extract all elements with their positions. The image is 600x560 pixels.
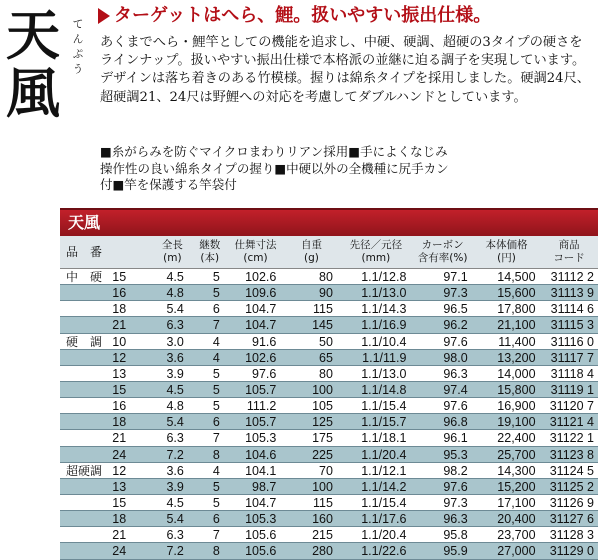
cell-group — [60, 350, 112, 365]
cell-length: 4.5 — [166, 382, 184, 397]
cell-size: 13 — [112, 366, 127, 381]
cell-length: 4.8 — [166, 399, 184, 414]
cell-closed-length: 105.6 — [245, 544, 277, 559]
cell-sections: 7 — [212, 431, 220, 446]
cell-sections: 8 — [212, 544, 220, 559]
cell-weight: 280 — [312, 544, 333, 559]
cell-weight: 215 — [312, 528, 333, 543]
cell-sections: 8 — [212, 447, 220, 462]
cell-tip-butt: 1.1/15.7 — [361, 415, 407, 430]
cell-closed-length: 104.7 — [245, 318, 277, 333]
cell-closed-length: 111.2 — [246, 399, 277, 414]
cell-price: 25,700 — [497, 447, 536, 462]
cell-carbon: 97.6 — [443, 334, 468, 349]
spec-table-header — [60, 236, 598, 269]
cell-weight: 70 — [319, 463, 333, 478]
cell-size: 10 — [112, 334, 127, 349]
cell-size: 15 — [112, 270, 127, 284]
cell-length: 3.0 — [166, 334, 184, 349]
cell-sections: 5 — [212, 479, 220, 494]
cell-group — [60, 366, 112, 381]
cell-group — [60, 495, 112, 510]
cell-group — [60, 317, 112, 332]
cell-code: 31127 6 — [549, 512, 594, 527]
cell-price: 22,400 — [497, 431, 536, 446]
cell-group — [60, 285, 112, 300]
table-row — [60, 301, 598, 317]
logo-kanji-ten: 天 — [6, 3, 60, 67]
cell-carbon: 96.5 — [443, 302, 468, 317]
cell-weight: 225 — [312, 447, 333, 462]
cell-tip-butt: 1.1/20.4 — [361, 447, 407, 462]
cell-carbon: 97.1 — [443, 270, 468, 284]
cell-length: 3.6 — [166, 463, 184, 478]
cell-tip-butt: 1.1/14.8 — [361, 382, 407, 397]
cell-weight: 145 — [312, 318, 333, 333]
cell-length: 3.6 — [166, 350, 184, 365]
cell-sections: 4 — [212, 334, 220, 349]
logo-kanji-fu: 風 — [6, 61, 60, 125]
table-row — [60, 317, 598, 333]
cell-tip-butt: 1.1/16.9 — [361, 318, 407, 333]
cell-length: 3.9 — [166, 479, 184, 494]
cell-code: 31125 2 — [549, 479, 594, 494]
cell-price: 13,200 — [497, 350, 536, 365]
cell-size: 21 — [112, 431, 127, 446]
cell-carbon: 98.0 — [443, 350, 468, 365]
header-carbon: カーボン 含有率(%) — [417, 239, 468, 264]
header-size — [117, 236, 152, 268]
cell-closed-length: 105.6 — [245, 528, 277, 543]
cell-length: 5.4 — [166, 512, 184, 527]
cell-tip-butt: 1.1/14.2 — [361, 479, 407, 494]
cell-size: 18 — [112, 415, 127, 430]
table-row — [60, 527, 598, 543]
cell-weight: 175 — [312, 431, 333, 446]
table-row — [60, 398, 598, 414]
cell-code: 31117 7 — [550, 350, 594, 365]
cell-price: 14,000 — [497, 366, 536, 381]
cell-size: 16 — [112, 286, 127, 301]
cell-code: 31112 2 — [550, 270, 594, 284]
cell-tip-butt: 1.1/15.4 — [361, 399, 407, 414]
cell-closed-length: 104.6 — [245, 447, 277, 462]
cell-sections: 6 — [212, 512, 220, 527]
cell-size: 21 — [112, 528, 127, 543]
cell-size: 13 — [112, 479, 127, 494]
table-row — [60, 285, 598, 301]
cell-sections: 7 — [212, 318, 220, 333]
cell-group — [60, 301, 112, 316]
cell-weight: 160 — [312, 512, 333, 527]
cell-closed-length: 105.7 — [245, 415, 277, 430]
cell-code: 31121 4 — [549, 415, 594, 430]
cell-code: 31119 1 — [550, 382, 594, 397]
cell-sections: 5 — [212, 366, 220, 381]
table-row — [60, 463, 598, 479]
product-description: あくまでへら・鯉竿としての機能を追求し、中硬、硬調、超硬の3タイプの硬さをラインナップ。扱いやすい振出仕様で本格派の並継に迫る調子を実現しています。デザインは落ち着きのある竹模様。握りは綿糸タイプを採用しました。硬調24尺、超硬調21、24尺は野鯉への対応を考慮してダブルハンドとしています。 — [100, 35, 590, 105]
cell-code: 31115 3 — [550, 318, 594, 333]
cell-carbon: 97.4 — [443, 382, 468, 397]
cell-closed-length: 105.3 — [245, 512, 277, 527]
logo-reading: てんぷう — [71, 18, 84, 78]
cell-code: 31129 0 — [549, 544, 594, 559]
table-row — [60, 382, 598, 398]
cell-weight: 115 — [312, 495, 333, 510]
cell-size: 16 — [112, 399, 127, 414]
cell-price: 19,100 — [497, 415, 536, 430]
cell-group — [60, 414, 112, 429]
cell-weight: 80 — [319, 366, 333, 381]
cell-price: 20,400 — [497, 512, 536, 527]
cell-tip-butt: 1.1/13.0 — [361, 366, 407, 381]
cell-price: 15,600 — [497, 286, 536, 301]
cell-price: 17,800 — [497, 302, 536, 317]
header-closed-length: 仕舞寸法 (cm) — [234, 239, 277, 264]
cell-tip-butt: 1.1/10.4 — [361, 334, 407, 349]
header-length: 全長 (m) — [161, 239, 183, 264]
cell-price: 16,900 — [497, 399, 536, 414]
cell-tip-butt: 1.1/18.1 — [361, 431, 407, 446]
cell-group — [60, 398, 112, 413]
cell-weight: 50 — [319, 334, 333, 349]
cell-code: 31128 3 — [549, 528, 594, 543]
cell-carbon: 97.6 — [443, 399, 468, 414]
headline-text: ターゲットはへら、鯉。扱いやすい振出仕様。 — [114, 5, 492, 26]
feature-list: ■糸がらみを防ぐマイクロまわりリアン採用■手によくなじみ操作性の良い綿糸タイプの握り■中硬以外の全機種に尻手カン付■竿を保護する竿袋付 — [100, 144, 449, 192]
cell-code: 31113 9 — [550, 286, 594, 301]
cell-length: 7.2 — [166, 544, 184, 559]
cell-code: 31122 1 — [549, 431, 594, 446]
cell-code: 31114 6 — [550, 302, 594, 317]
header-model: 品 番 — [66, 244, 103, 259]
cell-tip-butt: 1.1/14.3 — [361, 302, 407, 317]
table-row — [60, 430, 598, 446]
cell-size: 21 — [112, 318, 127, 333]
table-row — [60, 447, 598, 463]
cell-weight: 105 — [312, 399, 333, 414]
cell-price: 14,300 — [497, 463, 536, 478]
cell-price: 21,100 — [497, 318, 536, 333]
product-logo — [4, 4, 96, 144]
cell-price: 15,800 — [497, 382, 536, 397]
triangle-bullet-icon — [98, 8, 110, 24]
cell-closed-length: 104.1 — [245, 463, 277, 478]
cell-length: 3.9 — [166, 366, 184, 381]
cell-group — [60, 479, 112, 494]
cell-size: 15 — [112, 382, 127, 397]
cell-weight: 90 — [319, 286, 333, 301]
cell-carbon: 98.2 — [443, 463, 468, 478]
cell-group — [60, 511, 112, 526]
cell-sections: 5 — [212, 495, 220, 510]
cell-closed-length: 109.6 — [245, 286, 277, 301]
cell-code: 31118 4 — [550, 366, 594, 381]
cell-tip-butt: 1.1/11.9 — [362, 350, 407, 365]
headline — [98, 4, 598, 28]
cell-closed-length: 102.6 — [245, 270, 277, 284]
cell-carbon: 95.3 — [443, 447, 468, 462]
cell-tip-butt: 1.1/12.8 — [361, 270, 407, 284]
cell-size: 12 — [112, 350, 127, 365]
cell-carbon: 97.6 — [443, 479, 468, 494]
cell-closed-length: 102.6 — [245, 350, 277, 365]
cell-length: 6.3 — [166, 431, 184, 446]
cell-closed-length: 91.6 — [252, 334, 277, 349]
cell-group: 硬 調 — [66, 334, 103, 349]
cell-price: 15,200 — [497, 479, 536, 494]
cell-size: 24 — [112, 447, 127, 462]
cell-weight: 100 — [312, 382, 333, 397]
cell-price: 11,400 — [498, 334, 536, 349]
table-row — [60, 334, 598, 350]
cell-weight: 100 — [312, 479, 333, 494]
cell-carbon: 95.8 — [443, 528, 468, 543]
cell-carbon: 96.3 — [443, 512, 468, 527]
cell-size: 18 — [112, 512, 127, 527]
cell-carbon: 96.3 — [443, 366, 468, 381]
cell-tip-butt: 1.1/17.6 — [361, 512, 407, 527]
cell-closed-length: 97.6 — [252, 366, 277, 381]
header-code: 商品 コード — [553, 239, 585, 264]
cell-tip-butt: 1.1/22.6 — [361, 544, 407, 559]
cell-price: 14,500 — [497, 270, 536, 284]
table-row — [60, 543, 598, 559]
cell-length: 4.8 — [166, 286, 184, 301]
cell-sections: 5 — [212, 382, 220, 397]
cell-sections: 7 — [212, 528, 220, 543]
cell-sections: 6 — [212, 302, 220, 317]
cell-sections: 5 — [212, 399, 220, 414]
cell-size: 24 — [112, 544, 127, 559]
cell-carbon: 97.3 — [443, 286, 468, 301]
cell-size: 18 — [112, 302, 127, 317]
cell-tip-butt: 1.1/15.4 — [361, 495, 407, 510]
cell-size: 12 — [112, 463, 127, 478]
header-weight: 自重 (g) — [300, 239, 322, 264]
cell-sections: 4 — [212, 463, 220, 478]
cell-length: 4.5 — [166, 270, 184, 284]
cell-weight: 80 — [319, 270, 333, 284]
spec-table-title: 天風 — [60, 208, 598, 236]
cell-length: 7.2 — [166, 447, 184, 462]
cell-weight: 125 — [312, 415, 333, 430]
table-row — [60, 479, 598, 495]
cell-carbon: 97.3 — [443, 495, 468, 510]
cell-tip-butt: 1.1/13.0 — [361, 286, 407, 301]
spec-table-body — [60, 269, 598, 560]
cell-carbon: 95.9 — [443, 544, 468, 559]
cell-length: 5.4 — [166, 302, 184, 317]
cell-length: 6.3 — [166, 528, 184, 543]
cell-closed-length: 105.7 — [245, 382, 277, 397]
table-row — [60, 414, 598, 430]
table-row — [60, 366, 598, 382]
table-row — [60, 511, 598, 527]
cell-closed-length: 104.7 — [245, 495, 277, 510]
cell-sections: 5 — [212, 286, 220, 301]
cell-price: 23,700 — [497, 528, 536, 543]
cell-price: 27,000 — [497, 544, 536, 559]
cell-weight: 65 — [319, 350, 333, 365]
cell-length: 6.3 — [166, 318, 184, 333]
cell-length: 4.5 — [166, 495, 184, 510]
cell-carbon: 96.2 — [443, 318, 468, 333]
cell-sections: 5 — [212, 270, 220, 284]
table-row — [60, 350, 598, 366]
cell-code: 31116 0 — [550, 334, 594, 349]
cell-tip-butt: 1.1/12.1 — [361, 463, 407, 478]
cell-group — [60, 527, 112, 542]
cell-closed-length: 98.7 — [252, 479, 277, 494]
cell-group: 中 硬 — [66, 270, 103, 284]
cell-code: 31124 5 — [549, 463, 594, 478]
cell-code: 31120 7 — [549, 399, 594, 414]
cell-closed-length: 105.3 — [245, 431, 277, 446]
header-tip-butt: 先径／元径 (mm) — [349, 239, 403, 264]
cell-price: 17,100 — [497, 495, 536, 510]
cell-group — [60, 430, 112, 445]
cell-carbon: 96.1 — [443, 431, 468, 446]
table-row — [60, 269, 598, 285]
cell-group — [60, 382, 112, 397]
cell-group: 超硬調 — [66, 463, 103, 478]
cell-group — [60, 447, 112, 462]
cell-closed-length: 104.7 — [245, 302, 277, 317]
cell-code: 31126 9 — [549, 495, 594, 510]
cell-sections: 4 — [212, 350, 220, 365]
cell-sections: 6 — [212, 415, 220, 430]
cell-carbon: 96.8 — [443, 415, 468, 430]
cell-size: 15 — [112, 495, 127, 510]
cell-weight: 115 — [312, 302, 333, 317]
cell-group — [60, 543, 112, 558]
cell-tip-butt: 1.1/20.4 — [361, 528, 407, 543]
header-sections: 継数 (本) — [199, 239, 221, 264]
header-price: 本体価格 (円) — [485, 239, 528, 264]
cell-length: 5.4 — [166, 415, 184, 430]
spec-table — [60, 208, 598, 560]
table-row — [60, 495, 598, 511]
cell-code: 31123 8 — [549, 447, 594, 462]
